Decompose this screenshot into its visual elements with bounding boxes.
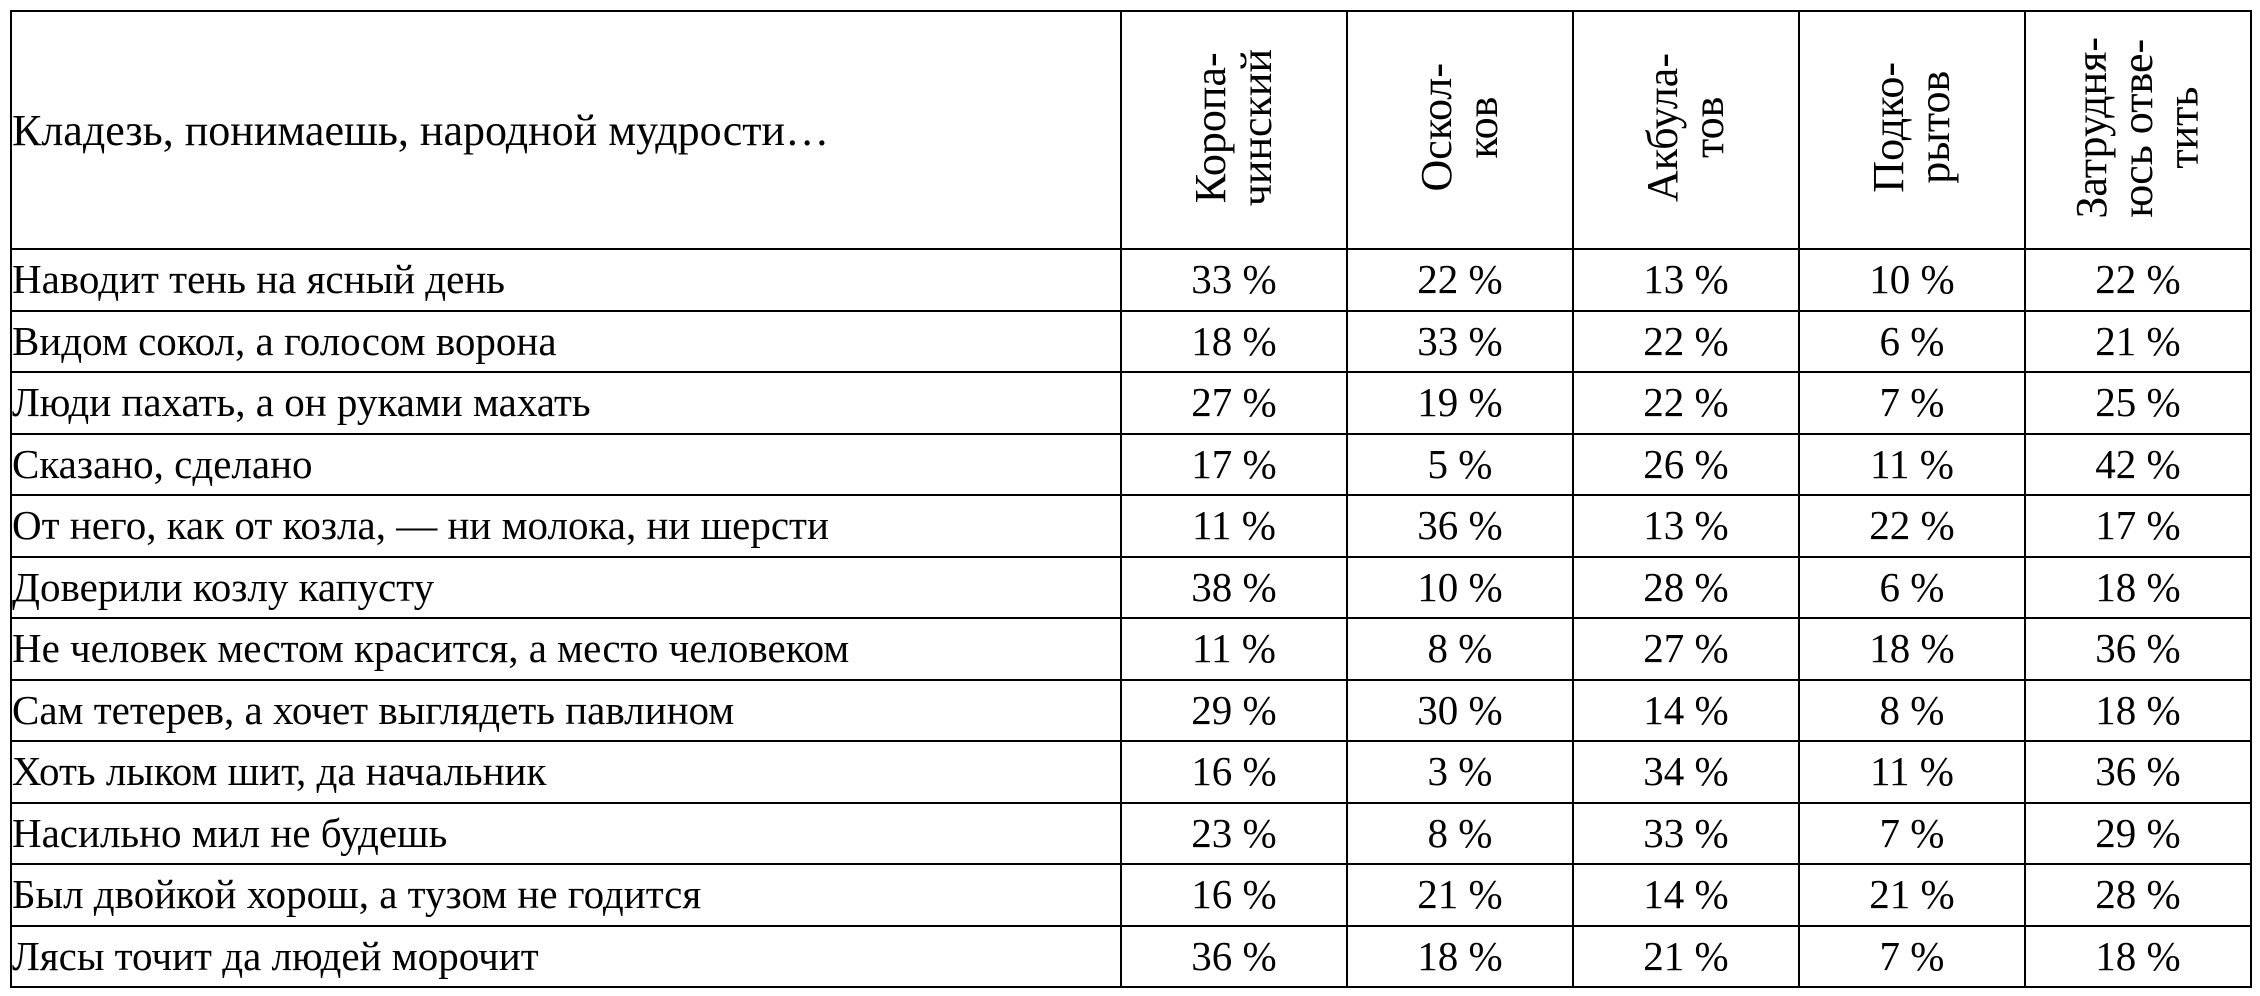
- cell-value: 11 %: [1799, 741, 2025, 803]
- column-header-line: Затрудня-: [2067, 36, 2117, 219]
- cell-value: 13 %: [1573, 249, 1799, 311]
- column-header-line: рытов: [1910, 71, 1959, 184]
- cell-value: 22 %: [1573, 372, 1799, 434]
- column-header-akbulatov: [1573, 11, 1799, 249]
- cell-value: 7 %: [1799, 926, 2025, 988]
- cell-value: 8 %: [1347, 803, 1573, 865]
- cell-value: 36 %: [2025, 741, 2251, 803]
- row-label: Лясы точит да людей морочит: [11, 926, 1121, 988]
- cell-value: 21 %: [1573, 926, 1799, 988]
- row-label: Наводит тень на ясный день: [11, 249, 1121, 311]
- cell-value: 33 %: [1573, 803, 1799, 865]
- row-label: Видом сокол, а голосом ворона: [11, 311, 1121, 373]
- cell-value: 27 %: [1121, 372, 1347, 434]
- cell-value: 21 %: [1347, 864, 1573, 926]
- cell-value: 21 %: [2025, 311, 2251, 373]
- column-header-line: Коропа-: [1186, 52, 1236, 203]
- column-header-podkorytov: [1799, 11, 2025, 249]
- cell-value: 22 %: [1573, 311, 1799, 373]
- header-row: [11, 11, 2251, 249]
- cell-value: 18 %: [1347, 926, 1573, 988]
- table-row: [11, 557, 2251, 619]
- cell-value: 8 %: [1799, 680, 2025, 742]
- cell-value: 23 %: [1121, 803, 1347, 865]
- cell-value: 38 %: [1121, 557, 1347, 619]
- cell-value: 22 %: [1799, 495, 2025, 557]
- cell-value: 18 %: [1799, 618, 2025, 680]
- cell-value: 16 %: [1121, 741, 1347, 803]
- cell-value: 33 %: [1347, 311, 1573, 373]
- row-label: Сам тетерев, а хочет выглядеть павлином: [11, 680, 1121, 742]
- cell-value: 18 %: [2025, 680, 2251, 742]
- cell-value: 22 %: [1347, 249, 1573, 311]
- cell-value: 16 %: [1121, 864, 1347, 926]
- column-header-line: Подко-: [1864, 62, 1914, 193]
- cell-value: 11 %: [1121, 495, 1347, 557]
- table-row: [11, 864, 2251, 926]
- row-label: Люди пахать, а он руками махать: [11, 372, 1121, 434]
- column-header-line: чинский: [1232, 48, 1281, 207]
- column-header-line: ков: [1458, 96, 1507, 159]
- table-row: [11, 618, 2251, 680]
- cell-value: 33 %: [1121, 249, 1347, 311]
- cell-value: 11 %: [1799, 434, 2025, 496]
- cell-value: 11 %: [1121, 618, 1347, 680]
- corner-header: Кладезь, понимаешь, народной мудрости…: [11, 11, 1121, 249]
- cell-value: 7 %: [1799, 803, 2025, 865]
- cell-value: 14 %: [1573, 680, 1799, 742]
- table-row: [11, 495, 2251, 557]
- cell-value: 18 %: [1121, 311, 1347, 373]
- cell-value: 7 %: [1799, 372, 2025, 434]
- survey-table: [10, 10, 2252, 988]
- table-row: [11, 803, 2251, 865]
- row-label: Доверили козлу капусту: [11, 557, 1121, 619]
- cell-value: 18 %: [2025, 557, 2251, 619]
- table-row: [11, 926, 2251, 988]
- cell-value: 28 %: [1573, 557, 1799, 619]
- column-header-undecided: [2025, 11, 2251, 249]
- cell-value: 26 %: [1573, 434, 1799, 496]
- cell-value: 19 %: [1347, 372, 1573, 434]
- cell-value: 6 %: [1799, 557, 2025, 619]
- table-row: [11, 311, 2251, 373]
- table-row: [11, 741, 2251, 803]
- column-header-oskolkov: [1347, 11, 1573, 249]
- cell-value: 17 %: [1121, 434, 1347, 496]
- cell-value: 36 %: [1121, 926, 1347, 988]
- cell-value: 36 %: [2025, 618, 2251, 680]
- cell-value: 36 %: [1347, 495, 1573, 557]
- column-header-line: тить: [2158, 86, 2208, 169]
- row-label: Хоть лыком шит, да начальник: [11, 741, 1121, 803]
- cell-value: 10 %: [1799, 249, 2025, 311]
- column-header-line: тов: [1684, 96, 1733, 159]
- cell-value: 3 %: [1347, 741, 1573, 803]
- cell-value: 25 %: [2025, 372, 2251, 434]
- column-header-line: юсь отве-: [2113, 38, 2163, 217]
- row-label: Был двойкой хорош, а тузом не годится: [11, 864, 1121, 926]
- cell-value: 17 %: [2025, 495, 2251, 557]
- cell-value: 34 %: [1573, 741, 1799, 803]
- cell-value: 28 %: [2025, 864, 2251, 926]
- cell-value: 42 %: [2025, 434, 2251, 496]
- table-row: [11, 434, 2251, 496]
- column-header-line: Акбула-: [1638, 53, 1688, 202]
- cell-value: 13 %: [1573, 495, 1799, 557]
- column-header-koropachinsky: [1121, 11, 1347, 249]
- cell-value: 27 %: [1573, 618, 1799, 680]
- column-header-line: Оскол-: [1412, 63, 1462, 192]
- table-row: [11, 249, 2251, 311]
- cell-value: 18 %: [2025, 926, 2251, 988]
- cell-value: 8 %: [1347, 618, 1573, 680]
- cell-value: 14 %: [1573, 864, 1799, 926]
- cell-value: 6 %: [1799, 311, 2025, 373]
- cell-value: 22 %: [2025, 249, 2251, 311]
- cell-value: 29 %: [1121, 680, 1347, 742]
- row-label: Не человек местом красится, а место человеком: [11, 618, 1121, 680]
- cell-value: 5 %: [1347, 434, 1573, 496]
- cell-value: 21 %: [1799, 864, 2025, 926]
- cell-value: 30 %: [1347, 680, 1573, 742]
- cell-value: 10 %: [1347, 557, 1573, 619]
- row-label: Насильно мил не будешь: [11, 803, 1121, 865]
- row-label: От него, как от козла, — ни молока, ни шерсти: [11, 495, 1121, 557]
- row-label: Сказано, сделано: [11, 434, 1121, 496]
- table-row: [11, 680, 2251, 742]
- table-row: [11, 372, 2251, 434]
- cell-value: 29 %: [2025, 803, 2251, 865]
